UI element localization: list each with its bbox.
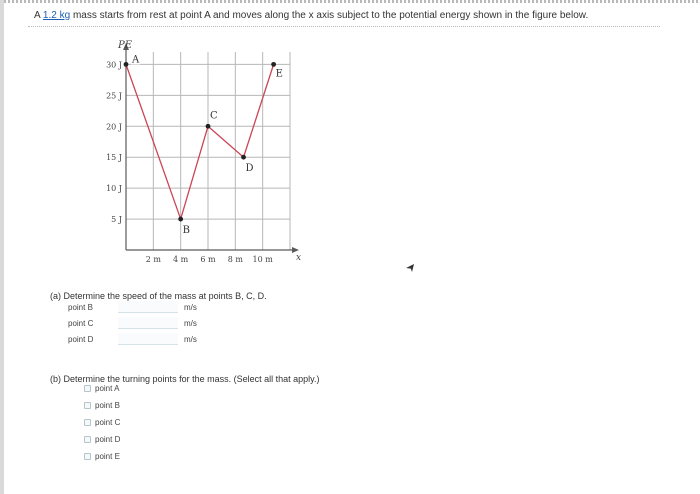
answer-row-label: point C	[68, 319, 94, 328]
y-tick-label: 10 J	[106, 184, 122, 194]
y-tick-label: 25 J	[106, 91, 122, 101]
answer-row-label: point D	[68, 335, 94, 344]
turning-point-checkbox[interactable]	[84, 402, 91, 409]
turning-point-checkbox[interactable]	[84, 385, 91, 392]
turning-point-checkbox[interactable]	[84, 436, 91, 443]
point-d-marker	[241, 155, 246, 160]
x-tick-label: 2 m	[145, 255, 161, 264]
x-tick-label: 4 m	[173, 255, 189, 264]
point-c-marker	[206, 124, 211, 129]
y-tick-label: 20 J	[106, 122, 122, 132]
speed-input[interactable]	[118, 317, 178, 329]
speed-unit: m/s	[184, 319, 197, 328]
point-a-label: A	[132, 54, 140, 66]
x-tick-label: 6 m	[200, 255, 216, 264]
point-e-marker	[271, 62, 276, 67]
chart-axes	[123, 43, 299, 253]
part-a-question: (a) Determine the speed of the mass at points B, C, D.	[50, 291, 267, 301]
point-d-label: D	[245, 163, 254, 175]
point-b-label: B	[182, 225, 191, 237]
y-tick-label: 30 J	[106, 60, 122, 70]
checkbox-label: point D	[95, 435, 121, 444]
turning-point-checkbox[interactable]	[84, 419, 91, 426]
mouse-cursor-icon	[404, 262, 416, 274]
mass-value: 1.2 kg	[42, 10, 71, 21]
x-tick-label: 8 m	[227, 255, 243, 264]
turning-point-checkbox[interactable]	[84, 453, 91, 460]
x-tick-label: 10 m	[252, 255, 273, 264]
chart-points	[124, 54, 284, 236]
speed-unit: m/s	[184, 303, 197, 312]
point-c-label: C	[210, 110, 218, 122]
chart-series	[126, 64, 274, 219]
chart-grid	[126, 52, 290, 250]
y-tick-label: 15 J	[106, 153, 122, 163]
speed-input[interactable]	[118, 333, 178, 345]
speed-unit: m/s	[184, 335, 197, 344]
point-b-marker	[178, 217, 183, 222]
point-a-marker	[124, 62, 129, 67]
problem-statement: A 1.2 kg mass starts from rest at point A and moves along the x axis subject to the potential energy shown in the figure below.	[34, 10, 589, 21]
y-tick-label: 5 J	[111, 215, 122, 225]
checkbox-label: point C	[95, 418, 121, 427]
y-axis-label: PE	[118, 40, 133, 51]
speed-input[interactable]	[118, 301, 178, 313]
part-b-question: (b) Determine the turning points for the mass. (Select all that apply.)	[50, 374, 320, 384]
checkbox-label: point A	[95, 384, 120, 393]
answer-row-label: point B	[68, 303, 93, 312]
point-e-label: E	[275, 68, 283, 80]
checkbox-label: point B	[95, 401, 120, 410]
x-axis-label: x	[296, 253, 302, 263]
pe-curve	[126, 64, 274, 219]
checkbox-label: point E	[95, 452, 120, 461]
